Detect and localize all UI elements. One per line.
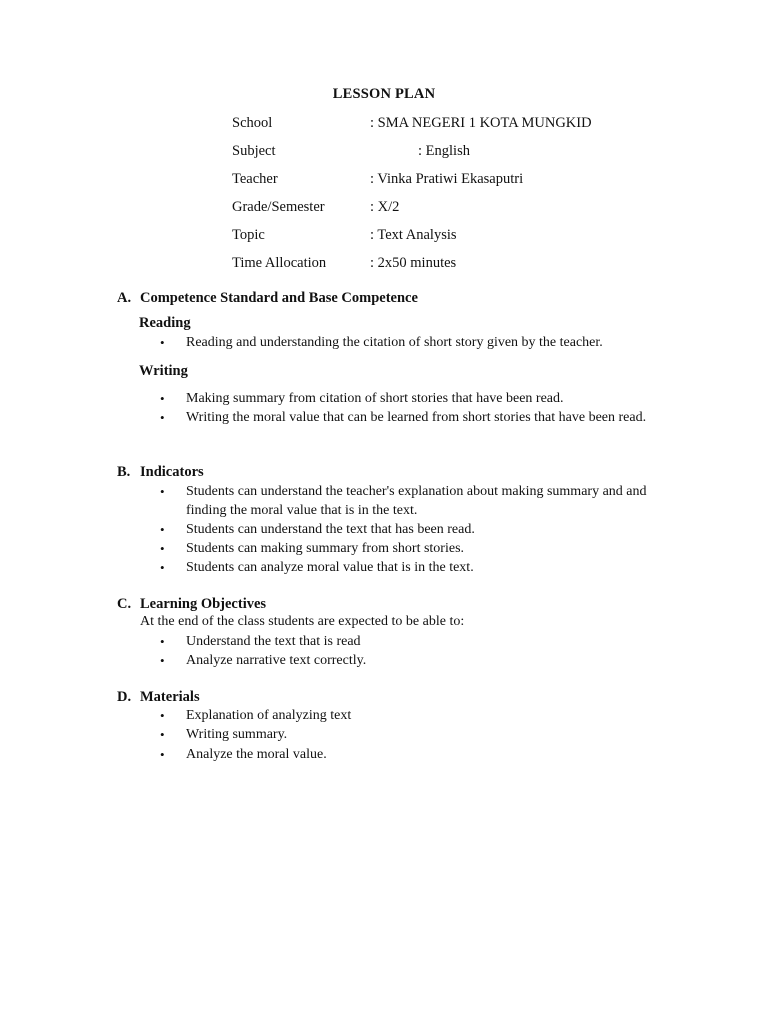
bullet-icon: • <box>160 522 165 537</box>
reading-subheading: Reading <box>139 315 191 331</box>
learning-objectives-intro: At the end of the class students are expected to be able to: <box>140 614 465 629</box>
bullet-icon: • <box>160 727 165 742</box>
info-label-grade-semester: Grade/Semester <box>232 199 325 215</box>
document-title <box>0 86 768 103</box>
info-value-time-allocation: : 2x50 minutes <box>370 255 457 271</box>
bullet-icon: • <box>160 634 165 649</box>
section-d-letter: D. <box>117 689 132 705</box>
section-b-title: Indicators <box>140 464 204 480</box>
section-a-letter: A. <box>117 290 132 306</box>
list-item-text: Students can understand the teacher's explanation about making summary and and finding the moral value that is in the text. <box>186 484 647 518</box>
bullet-icon: • <box>160 560 165 575</box>
info-label-school: School <box>232 115 273 131</box>
list-item-text: Analyze narrative text correctly. <box>186 653 367 668</box>
section-b-letter: B. <box>117 464 131 480</box>
list-item-text: Understand the text that is read <box>186 634 361 649</box>
bullet-icon: • <box>160 747 165 762</box>
bullet-icon: • <box>160 410 165 425</box>
bullet-icon: • <box>160 335 165 350</box>
bullet-icon: • <box>160 484 165 499</box>
section-a-title: Competence Standard and Base Competence <box>140 290 418 306</box>
info-value-subject: : English <box>418 143 470 159</box>
info-label-teacher: Teacher <box>232 171 278 187</box>
bullet-icon: • <box>160 541 165 556</box>
list-item-text: Students can making summary from short stories. <box>186 541 465 556</box>
list-item-text: Analyze the moral value. <box>186 747 327 762</box>
section-d-title: Materials <box>140 689 200 705</box>
info-value-teacher: : Vinka Pratiwi Ekasaputri <box>370 171 524 187</box>
bullet-icon: • <box>160 653 165 668</box>
bullet-icon: • <box>160 391 165 406</box>
list-item-text: Reading and understanding the citation of short story given by the teacher. <box>186 335 603 350</box>
section-c-letter: C. <box>117 596 132 612</box>
info-value-school: : SMA NEGERI 1 KOTA MUNGKID <box>370 115 592 131</box>
list-item-text: Writing the moral value that can be learned from short stories that have been read. <box>186 410 647 425</box>
list-item-text: Students can analyze moral value that is in the text. <box>186 560 474 575</box>
info-label-time-allocation: Time Allocation <box>232 255 327 271</box>
writing-subheading: Writing <box>139 363 188 379</box>
section-c-title: Learning Objectives <box>140 596 267 612</box>
document-title-text: LESSON PLAN <box>332 86 436 102</box>
info-value-grade-semester: : X/2 <box>370 199 400 215</box>
info-label-topic: Topic <box>232 227 265 243</box>
list-item-text: Students can understand the text that has been read. <box>186 522 475 537</box>
info-label-subject: Subject <box>232 143 276 159</box>
bullet-icon: • <box>160 708 165 723</box>
list-item-text: Writing summary. <box>186 727 288 742</box>
list-item-text: Making summary from citation of short stories that have been read. <box>186 391 564 406</box>
info-value-topic: : Text Analysis <box>370 227 457 243</box>
list-item-text: Explanation of analyzing text <box>186 708 352 723</box>
